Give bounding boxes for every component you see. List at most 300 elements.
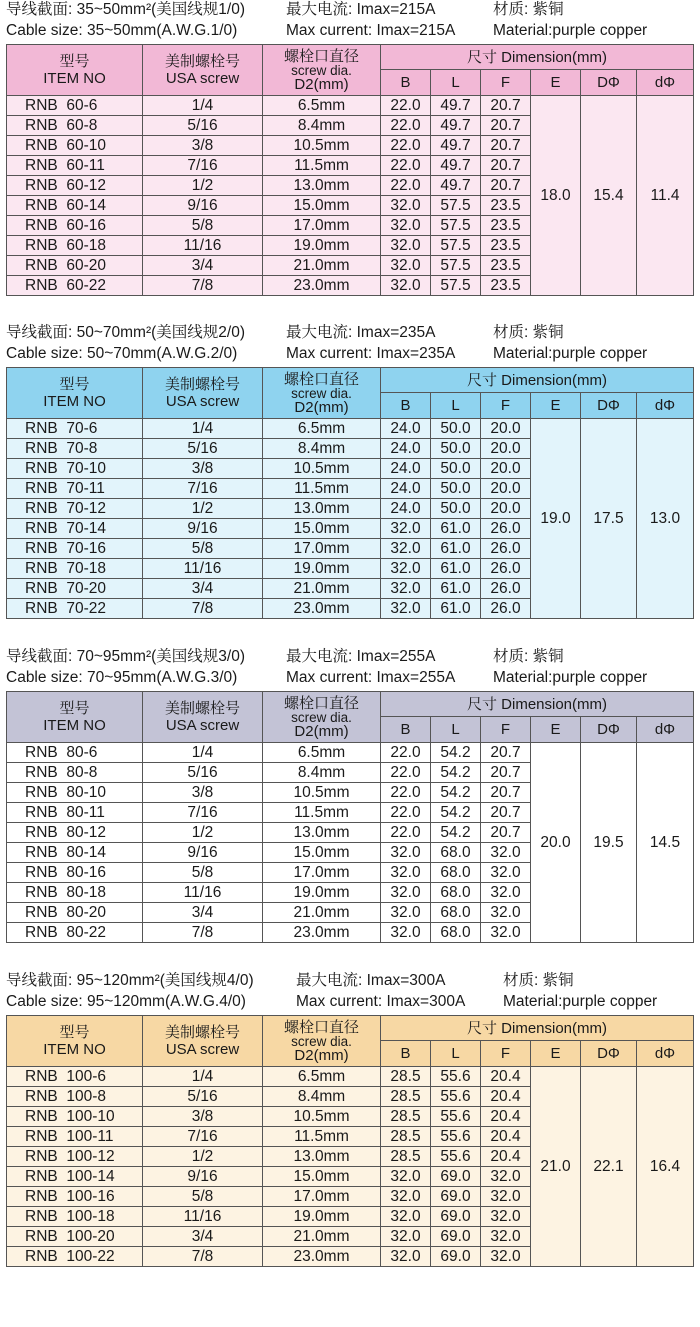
cell-screw-dia: 23.0mm: [263, 923, 381, 943]
cell-b: 24.0: [381, 439, 431, 459]
cell-model: RNB 70-10: [7, 459, 143, 479]
table-row: [7, 419, 694, 439]
cell-b: 32.0: [381, 903, 431, 923]
cell-screw-dia: 6.5mm: [263, 419, 381, 439]
cell-usa-screw: 3/8: [143, 459, 263, 479]
cell-b: 28.5: [381, 1127, 431, 1147]
cell-f: 32.0: [481, 863, 531, 883]
cell-b: 32.0: [381, 519, 431, 539]
header-screw-dia: [263, 1016, 381, 1067]
cell-usa-screw: 7/8: [143, 923, 263, 943]
cell-model: RNB 60-11: [7, 156, 143, 176]
header-d2-en: screw dia.: [291, 1033, 352, 1049]
cell-model: RNB 60-22: [7, 276, 143, 296]
header-d2-unit: D2(mm): [294, 75, 349, 93]
cell-f: 23.5: [481, 216, 531, 236]
cell-model: RNB 100-10: [7, 1107, 143, 1127]
cell-model: RNB 70-18: [7, 559, 143, 579]
cell-dphi: 19.5: [581, 743, 637, 943]
cell-b: 22.0: [381, 156, 431, 176]
cell-b: 32.0: [381, 863, 431, 883]
header-dimension: 尺寸 Dimension(mm): [381, 692, 694, 717]
cell-screw-dia: 13.0mm: [263, 1147, 381, 1167]
cell-screw-dia: 6.5mm: [263, 96, 381, 116]
cell-screw-dia: 10.5mm: [263, 1107, 381, 1127]
cell-screw-dia: 23.0mm: [263, 599, 381, 619]
cable-size-cn: 导线截面: 50~70mm²(美国线规2/0): [6, 324, 246, 341]
cell-l: 54.2: [431, 803, 481, 823]
header-col-dphi: DΦ: [581, 393, 637, 419]
header-dimension: 尺寸 Dimension(mm): [381, 1016, 694, 1041]
cell-model: RNB 70-12: [7, 499, 143, 519]
cell-l: 55.6: [431, 1127, 481, 1147]
cell-f: 20.7: [481, 783, 531, 803]
cell-model: RNB 100-8: [7, 1087, 143, 1107]
cell-usa-screw: 5/8: [143, 539, 263, 559]
cell-l: 49.7: [431, 176, 481, 196]
cable-size-en: Cable size: 35~50mm(A.W.G.1/0): [6, 22, 238, 39]
cable-size-cn: 导线截面: 35~50mm²(美国线规1/0): [6, 1, 246, 18]
cable-spec-section: [0, 0, 700, 320]
cell-usa-screw: 9/16: [143, 843, 263, 863]
cell-usa-screw: 5/16: [143, 116, 263, 136]
cell-l: 50.0: [431, 439, 481, 459]
header-col-l: L: [431, 70, 481, 96]
cell-usa-screw: 3/4: [143, 579, 263, 599]
cell-usa-screw: 1/4: [143, 743, 263, 763]
header-d2-en: screw dia.: [291, 709, 352, 725]
header-row: [7, 692, 694, 717]
material-cn: 材质: 紫铜: [493, 324, 564, 341]
header-d2-unit: D2(mm): [294, 1046, 349, 1064]
header-col-b: B: [381, 717, 431, 743]
cell-screw-dia: 11.5mm: [263, 803, 381, 823]
header-col-l: L: [431, 393, 481, 419]
cell-model: RNB 80-18: [7, 883, 143, 903]
cell-b: 32.0: [381, 276, 431, 296]
cell-l: 50.0: [431, 499, 481, 519]
cell-f: 23.5: [481, 256, 531, 276]
cell-dphi-small: 11.4: [637, 96, 694, 296]
header-col-e: E: [531, 393, 581, 419]
cell-b: 32.0: [381, 196, 431, 216]
cell-l: 69.0: [431, 1187, 481, 1207]
cell-f: 26.0: [481, 539, 531, 559]
cell-usa-screw: 5/8: [143, 863, 263, 883]
header-item-no: [7, 368, 143, 419]
cell-b: 32.0: [381, 599, 431, 619]
cell-model: RNB 60-10: [7, 136, 143, 156]
cell-screw-dia: 19.0mm: [263, 1207, 381, 1227]
cell-f: 32.0: [481, 1247, 531, 1267]
cell-b: 22.0: [381, 803, 431, 823]
header-col-dphi-small: dΦ: [637, 393, 694, 419]
cell-model: RNB 80-22: [7, 923, 143, 943]
cell-b: 32.0: [381, 923, 431, 943]
cell-model: RNB 60-8: [7, 116, 143, 136]
cell-screw-dia: 15.0mm: [263, 196, 381, 216]
header-dimension: 尺寸 Dimension(mm): [381, 368, 694, 393]
material-cn: 材质: 紫铜: [493, 1, 564, 18]
cell-b: 32.0: [381, 1207, 431, 1227]
cell-b: 32.0: [381, 559, 431, 579]
cell-f: 20.7: [481, 743, 531, 763]
header-item-cn: 型号: [59, 376, 90, 393]
header-usa-en: USA screw: [165, 1041, 240, 1058]
cell-usa-screw: 1/4: [143, 96, 263, 116]
cell-usa-screw: 11/16: [143, 883, 263, 903]
cell-f: 26.0: [481, 559, 531, 579]
header-usa-screw: [143, 45, 263, 96]
cell-screw-dia: 13.0mm: [263, 823, 381, 843]
spec-table: [6, 691, 694, 943]
header-item-no: [7, 1016, 143, 1067]
cell-f: 20.0: [481, 439, 531, 459]
cell-model: RNB 100-22: [7, 1247, 143, 1267]
cell-b: 22.0: [381, 176, 431, 196]
cell-b: 28.5: [381, 1147, 431, 1167]
header-usa-cn: 美制螺栓号: [164, 53, 240, 70]
cell-model: RNB 70-6: [7, 419, 143, 439]
header-usa-screw: [143, 368, 263, 419]
cell-usa-screw: 5/16: [143, 1087, 263, 1107]
cell-usa-screw: 11/16: [143, 559, 263, 579]
cell-dphi-small: 14.5: [637, 743, 694, 943]
cell-b: 32.0: [381, 1167, 431, 1187]
cell-screw-dia: 21.0mm: [263, 1227, 381, 1247]
cell-l: 61.0: [431, 599, 481, 619]
cell-usa-screw: 7/8: [143, 276, 263, 296]
cell-screw-dia: 6.5mm: [263, 743, 381, 763]
cell-b: 32.0: [381, 256, 431, 276]
cell-l: 61.0: [431, 519, 481, 539]
cell-b: 22.0: [381, 116, 431, 136]
cell-l: 68.0: [431, 883, 481, 903]
cell-usa-screw: 1/2: [143, 823, 263, 843]
cell-l: 57.5: [431, 276, 481, 296]
cell-f: 20.4: [481, 1067, 531, 1087]
cell-b: 32.0: [381, 1227, 431, 1247]
header-d2-en: screw dia.: [291, 62, 352, 78]
table-row: [7, 96, 694, 116]
cell-b: 22.0: [381, 763, 431, 783]
cell-f: 20.4: [481, 1087, 531, 1107]
cell-model: RNB 100-16: [7, 1187, 143, 1207]
cell-f: 20.4: [481, 1107, 531, 1127]
cell-model: RNB 70-16: [7, 539, 143, 559]
cell-dphi-small: 13.0: [637, 419, 694, 619]
cell-screw-dia: 11.5mm: [263, 156, 381, 176]
cell-model: RNB 60-16: [7, 216, 143, 236]
cell-usa-screw: 3/8: [143, 136, 263, 156]
cell-model: RNB 100-12: [7, 1147, 143, 1167]
cell-b: 28.5: [381, 1087, 431, 1107]
cell-screw-dia: 8.4mm: [263, 763, 381, 783]
cell-f: 32.0: [481, 903, 531, 923]
max-current-cn: 最大电流: Imax=255A: [286, 648, 436, 665]
cell-screw-dia: 8.4mm: [263, 439, 381, 459]
cell-screw-dia: 11.5mm: [263, 1127, 381, 1147]
material-cn: 材质: 紫铜: [493, 648, 564, 665]
cell-usa-screw: 3/8: [143, 783, 263, 803]
cell-usa-screw: 7/16: [143, 479, 263, 499]
header-item-en: ITEM NO: [43, 393, 106, 410]
cell-usa-screw: 7/16: [143, 803, 263, 823]
cell-f: 20.4: [481, 1127, 531, 1147]
material-en: Material:purple copper: [503, 993, 658, 1010]
header-usa-screw: [143, 692, 263, 743]
spec-table: [6, 367, 694, 619]
cell-usa-screw: 3/8: [143, 1107, 263, 1127]
max-current-cn: 最大电流: Imax=215A: [286, 1, 436, 18]
cell-l: 69.0: [431, 1227, 481, 1247]
cell-b: 32.0: [381, 539, 431, 559]
cell-f: 23.5: [481, 196, 531, 216]
cable-size-en: Cable size: 70~95mm(A.W.G.3/0): [6, 669, 238, 686]
header-col-dphi-small: dΦ: [637, 1041, 694, 1067]
header-d2-unit: D2(mm): [294, 722, 349, 740]
cell-f: 20.7: [481, 96, 531, 116]
header-item-en: ITEM NO: [43, 1041, 106, 1058]
cell-screw-dia: 10.5mm: [263, 783, 381, 803]
cell-f: 20.7: [481, 763, 531, 783]
header-d2-cn: 螺栓口直径: [283, 1018, 359, 1036]
cell-usa-screw: 3/4: [143, 256, 263, 276]
cable-spec-section: [0, 323, 700, 643]
cell-f: 26.0: [481, 599, 531, 619]
cell-l: 54.2: [431, 783, 481, 803]
header-col-e: E: [531, 70, 581, 96]
cell-model: RNB 80-6: [7, 743, 143, 763]
cell-e: 18.0: [531, 96, 581, 296]
header-d2-cn: 螺栓口直径: [283, 694, 359, 712]
material-cn: 材质: 紫铜: [503, 972, 574, 989]
cell-model: RNB 80-11: [7, 803, 143, 823]
cell-model: RNB 100-11: [7, 1127, 143, 1147]
cell-screw-dia: 23.0mm: [263, 276, 381, 296]
header-col-e: E: [531, 1041, 581, 1067]
max-current-cn: 最大电流: Imax=235A: [286, 324, 436, 341]
cell-model: RNB 80-8: [7, 763, 143, 783]
cell-b: 32.0: [381, 883, 431, 903]
cell-l: 57.5: [431, 196, 481, 216]
header-item-cn: 型号: [59, 53, 90, 70]
cell-usa-screw: 9/16: [143, 519, 263, 539]
header-row: [7, 1016, 694, 1041]
cell-l: 55.6: [431, 1087, 481, 1107]
cell-f: 20.0: [481, 499, 531, 519]
header-usa-cn: 美制螺栓号: [164, 700, 240, 717]
header-usa-screw: [143, 1016, 263, 1067]
cell-screw-dia: 15.0mm: [263, 1167, 381, 1187]
cell-f: 32.0: [481, 883, 531, 903]
cell-f: 32.0: [481, 843, 531, 863]
header-col-f: F: [481, 717, 531, 743]
cell-f: 20.7: [481, 176, 531, 196]
cell-l: 69.0: [431, 1207, 481, 1227]
max-current-en: Max current: Imax=300A: [296, 993, 466, 1010]
cell-l: 68.0: [431, 923, 481, 943]
cell-usa-screw: 11/16: [143, 236, 263, 256]
cell-model: RNB 70-8: [7, 439, 143, 459]
header-usa-cn: 美制螺栓号: [164, 376, 240, 393]
cable-size-cn: 导线截面: 95~120mm²(美国线规4/0): [6, 972, 254, 989]
cell-usa-screw: 5/16: [143, 439, 263, 459]
header-d2-en: screw dia.: [291, 385, 352, 401]
cell-l: 54.2: [431, 823, 481, 843]
cell-screw-dia: 19.0mm: [263, 883, 381, 903]
spec-table: [6, 1015, 694, 1267]
cell-usa-screw: 5/16: [143, 763, 263, 783]
cell-usa-screw: 1/2: [143, 176, 263, 196]
cell-f: 23.5: [481, 236, 531, 256]
cell-model: RNB 80-10: [7, 783, 143, 803]
header-usa-en: USA screw: [165, 70, 240, 87]
header-item-cn: 型号: [59, 700, 90, 717]
cell-f: 20.7: [481, 823, 531, 843]
cell-usa-screw: 9/16: [143, 1167, 263, 1187]
header-col-dphi: DΦ: [581, 1041, 637, 1067]
cell-l: 49.7: [431, 156, 481, 176]
cell-screw-dia: 17.0mm: [263, 539, 381, 559]
cell-b: 32.0: [381, 216, 431, 236]
header-d2-unit: D2(mm): [294, 398, 349, 416]
cell-l: 61.0: [431, 539, 481, 559]
cell-screw-dia: 10.5mm: [263, 136, 381, 156]
cell-screw-dia: 13.0mm: [263, 176, 381, 196]
cell-usa-screw: 3/4: [143, 1227, 263, 1247]
cell-b: 32.0: [381, 579, 431, 599]
header-usa-en: USA screw: [165, 717, 240, 734]
table-row: [7, 743, 694, 763]
cell-f: 32.0: [481, 1227, 531, 1247]
cell-l: 50.0: [431, 459, 481, 479]
header-dimension: 尺寸 Dimension(mm): [381, 45, 694, 70]
header-usa-cn: 美制螺栓号: [164, 1024, 240, 1041]
cell-b: 24.0: [381, 479, 431, 499]
cell-b: 32.0: [381, 1247, 431, 1267]
cell-b: 24.0: [381, 499, 431, 519]
cell-b: 28.5: [381, 1107, 431, 1127]
cell-model: RNB 80-20: [7, 903, 143, 923]
cell-screw-dia: 11.5mm: [263, 479, 381, 499]
cell-e: 21.0: [531, 1067, 581, 1267]
material-en: Material:purple copper: [493, 669, 648, 686]
cell-b: 22.0: [381, 136, 431, 156]
cell-f: 20.7: [481, 156, 531, 176]
cell-usa-screw: 5/8: [143, 216, 263, 236]
cell-f: 20.7: [481, 136, 531, 156]
header-item-en: ITEM NO: [43, 70, 106, 87]
cell-screw-dia: 8.4mm: [263, 116, 381, 136]
cell-screw-dia: 8.4mm: [263, 1087, 381, 1107]
header-screw-dia: [263, 45, 381, 96]
cell-screw-dia: 13.0mm: [263, 499, 381, 519]
cable-size-cn: 导线截面: 70~95mm²(美国线规3/0): [6, 648, 246, 665]
cell-b: 22.0: [381, 96, 431, 116]
cell-l: 68.0: [431, 903, 481, 923]
cell-b: 22.0: [381, 743, 431, 763]
cell-screw-dia: 21.0mm: [263, 256, 381, 276]
header-col-dphi-small: dΦ: [637, 717, 694, 743]
max-current-cn: 最大电流: Imax=300A: [296, 972, 446, 989]
cell-dphi: 15.4: [581, 96, 637, 296]
material-en: Material:purple copper: [493, 345, 648, 362]
cell-b: 22.0: [381, 823, 431, 843]
cell-f: 26.0: [481, 579, 531, 599]
cell-model: RNB 60-6: [7, 96, 143, 116]
cell-screw-dia: 6.5mm: [263, 1067, 381, 1087]
cell-f: 20.7: [481, 803, 531, 823]
max-current-en: Max current: Imax=255A: [286, 669, 456, 686]
cell-screw-dia: 17.0mm: [263, 1187, 381, 1207]
cell-dphi-small: 16.4: [637, 1067, 694, 1267]
cell-model: RNB 60-20: [7, 256, 143, 276]
cell-l: 55.6: [431, 1067, 481, 1087]
cell-f: 26.0: [481, 519, 531, 539]
header-row: [7, 368, 694, 393]
header-item-cn: 型号: [59, 1024, 90, 1041]
cell-usa-screw: 1/4: [143, 1067, 263, 1087]
cell-b: 32.0: [381, 843, 431, 863]
header-d2-cn: 螺栓口直径: [283, 370, 359, 388]
cell-b: 32.0: [381, 1187, 431, 1207]
header-usa-en: USA screw: [165, 393, 240, 410]
cell-model: RNB 70-20: [7, 579, 143, 599]
header-item-en: ITEM NO: [43, 717, 106, 734]
cell-screw-dia: 15.0mm: [263, 843, 381, 863]
header-row: [7, 45, 694, 70]
header-col-f: F: [481, 1041, 531, 1067]
cell-screw-dia: 15.0mm: [263, 519, 381, 539]
cell-b: 22.0: [381, 783, 431, 803]
header-screw-dia: [263, 692, 381, 743]
cell-l: 69.0: [431, 1247, 481, 1267]
cell-model: RNB 60-14: [7, 196, 143, 216]
header-col-f: F: [481, 70, 531, 96]
table-row: [7, 1067, 694, 1087]
cell-l: 69.0: [431, 1167, 481, 1187]
cell-screw-dia: 17.0mm: [263, 216, 381, 236]
cell-model: RNB 100-6: [7, 1067, 143, 1087]
cell-screw-dia: 21.0mm: [263, 903, 381, 923]
cell-l: 61.0: [431, 579, 481, 599]
cell-usa-screw: 1/4: [143, 419, 263, 439]
cell-f: 20.7: [481, 116, 531, 136]
cell-e: 19.0: [531, 419, 581, 619]
cell-model: RNB 80-12: [7, 823, 143, 843]
cell-screw-dia: 19.0mm: [263, 236, 381, 256]
cell-e: 20.0: [531, 743, 581, 943]
header-col-l: L: [431, 717, 481, 743]
cell-l: 50.0: [431, 419, 481, 439]
cable-spec-section: [0, 647, 700, 967]
cell-l: 55.6: [431, 1147, 481, 1167]
header-col-b: B: [381, 393, 431, 419]
header-col-b: B: [381, 1041, 431, 1067]
header-col-dphi-small: dΦ: [637, 70, 694, 96]
cell-f: 20.0: [481, 419, 531, 439]
cell-screw-dia: 17.0mm: [263, 863, 381, 883]
header-col-f: F: [481, 393, 531, 419]
cell-usa-screw: 5/8: [143, 1187, 263, 1207]
cell-usa-screw: 1/2: [143, 1147, 263, 1167]
cell-dphi: 22.1: [581, 1067, 637, 1267]
material-en: Material:purple copper: [493, 22, 648, 39]
header-d2-cn: 螺栓口直径: [283, 47, 359, 65]
cell-f: 32.0: [481, 1167, 531, 1187]
cell-f: 32.0: [481, 1187, 531, 1207]
